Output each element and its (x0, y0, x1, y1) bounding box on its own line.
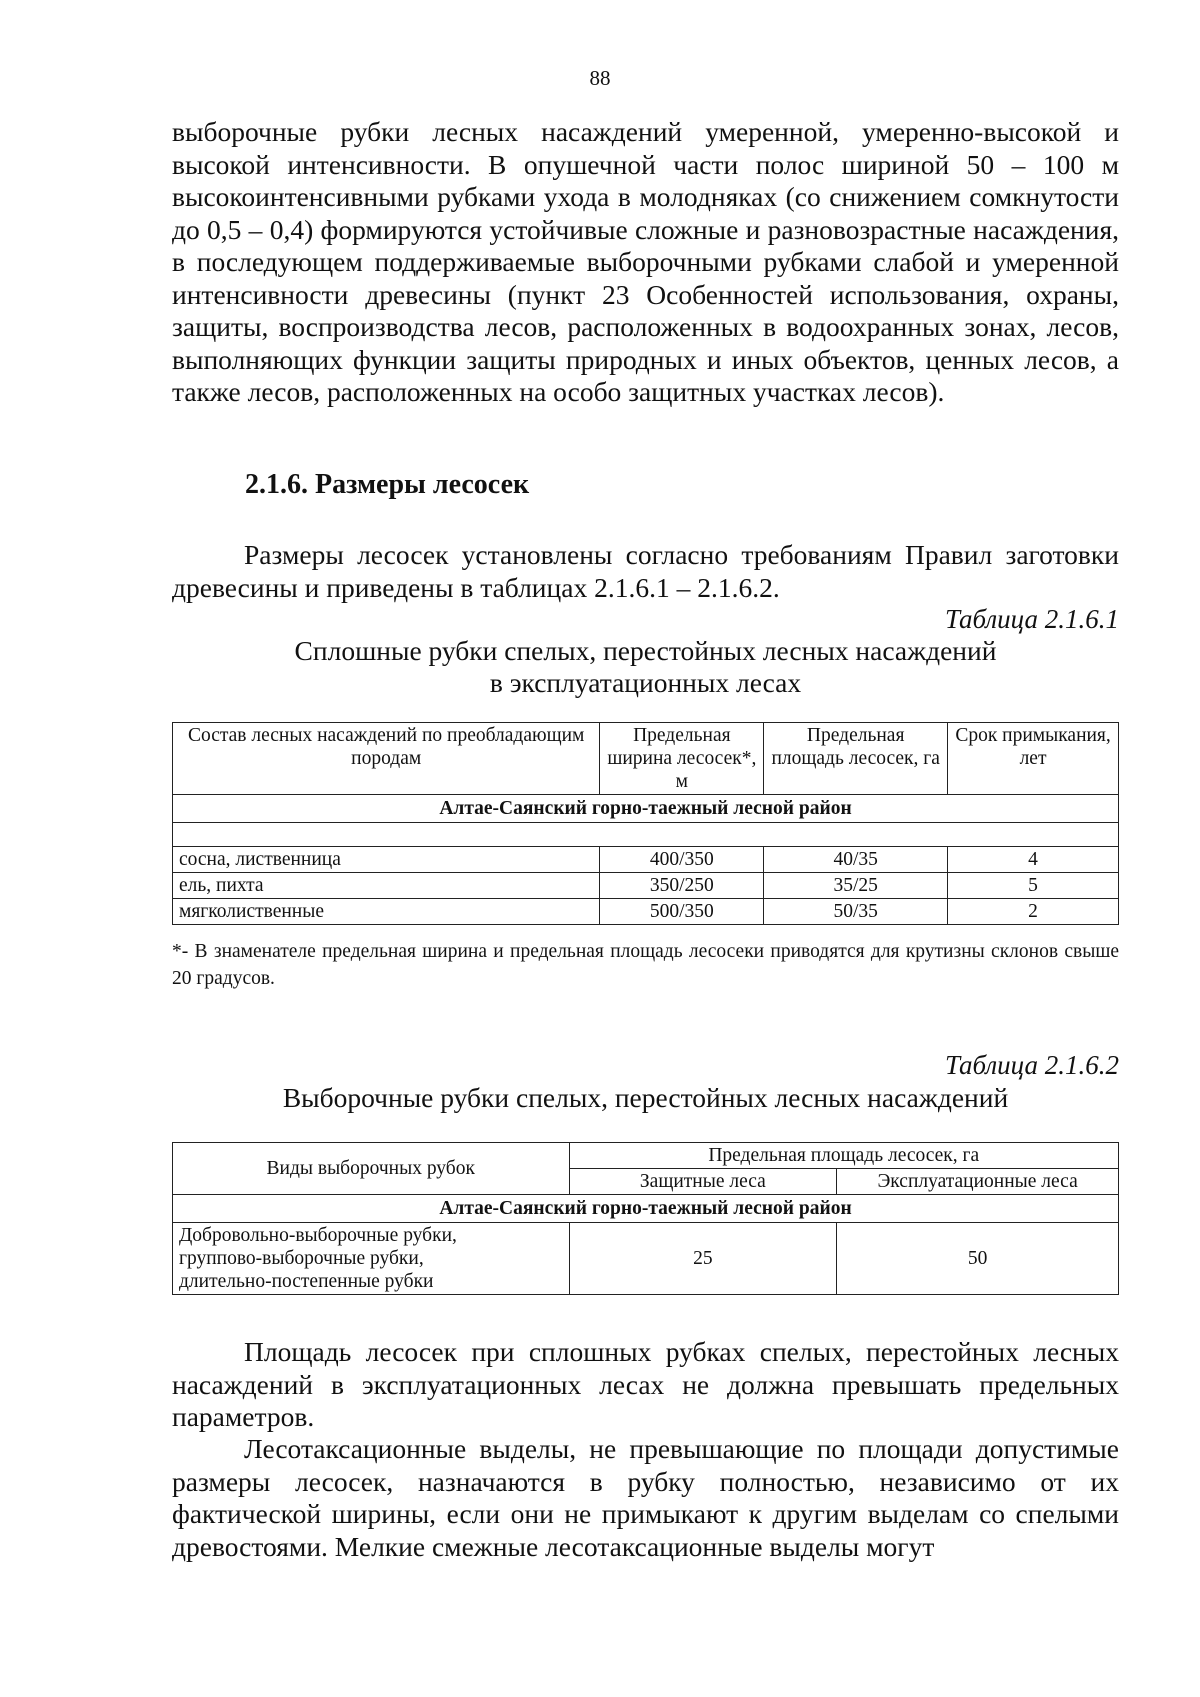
table2-row-label-line: Добровольно-выборочные рубки, (179, 1225, 457, 1246)
table2 (172, 1142, 1119, 1295)
table1-caption: Таблица 2.1.6.1 (944, 604, 1119, 634)
paragraph-bottom-1: Площадь лесосек при сплошных рубках спелых, перестойных лесных насаждений в эксплуатационных лесах не должна превышать предельных параметров. (172, 1336, 1119, 1432)
table1-header-row (173, 723, 1119, 795)
table2-header-kinds: Виды выборочных рубок (173, 1143, 570, 1195)
table-row (173, 873, 1119, 899)
page-number: 88 (589, 66, 611, 90)
table1-header-area: Предельная площадь лесосек, га (764, 723, 948, 795)
table1-cell: 5 (948, 873, 1119, 899)
paragraph-top: выборочные рубки лесных насаждений умеренной, умеренно-высокой и высокой интенсивности. В опушечной части полос шириной 50 – 100 м высокоинтенсивными рубками ухода в молодняках (со снижением сомкнутости до 0,5 – 0,4) формируются устойчивые сложные и разновозрастные насаждения, в последующем поддерживаемые выборочными рубками слабой и умеренной интенсивности древесины (пункт 23 Особенностей использования, охраны, защиты, воспроизводства лесов, расположенных в водоохранных зонах, лесов, выполняющих функции защиты природных и иных объектов, ценных лесов, а также лесов, расположенных на особо защитных участках лесов). (172, 116, 1119, 407)
table1-region: Алтае-Саянский горно-таежный лесной район (173, 795, 1119, 823)
table2-header-group: Предельная площадь лесосек, га (569, 1143, 1119, 1169)
table1-cell: ель, пихта (173, 873, 600, 899)
table1-cell: мягколиственные (173, 899, 600, 925)
table2-row-label-line: длительно-постепенные рубки (179, 1271, 434, 1292)
table1-cell: 400/350 (600, 847, 764, 873)
table2-header-protective: Защитные леса (569, 1169, 837, 1195)
table1-cell: 4 (948, 847, 1119, 873)
table2-region: Алтае-Саянский горно-таежный лесной район (173, 1195, 1119, 1223)
table2-cell-exploitation: 50 (837, 1223, 1119, 1295)
table2-cell-protective: 25 (569, 1223, 837, 1295)
table1-cell: 500/350 (600, 899, 764, 925)
table1-title-line2: в эксплуатационных лесах (489, 667, 802, 698)
table1-cell: 40/35 (764, 847, 948, 873)
table1-title-line1: Сплошные рубки спелых, перестойных лесных насаждений (294, 635, 997, 666)
paragraph-bottom-2: Лесотаксационные выделы, не превышающие по площади допустимые размеры лесосек, назначаются в рубку полностью, независимо от их фактической ширины, если они не примыкают к другим выделам со спелыми древостоями. Мелкие смежные лесотаксационные выделы могут (172, 1433, 1119, 1562)
table1-cell: 350/250 (600, 873, 764, 899)
table-row (173, 899, 1119, 925)
table1-cell: 2 (948, 899, 1119, 925)
table1-header-width: Предельная ширина лесосек*, м (600, 723, 764, 795)
table1-empty-row (173, 823, 1119, 847)
table1-cell: сосна, лиственница (173, 847, 600, 873)
table1 (172, 722, 1119, 925)
table2-row-label-line: группово-выборочные рубки, (179, 1248, 424, 1269)
section-heading: 2.1.6. Размеры лесосек (245, 469, 530, 500)
table2-caption: Таблица 2.1.6.2 (944, 1050, 1119, 1080)
table1-region-row (173, 795, 1119, 823)
table2-row-label (173, 1223, 570, 1295)
table2-title: Выборочные рубки спелых, перестойных лесных насаждений (282, 1082, 1009, 1113)
paragraph-intro: Размеры лесосек установлены согласно требованиям Правил заготовки древесины и приведены в таблицах 2.1.6.1 – 2.1.6.2. (172, 539, 1119, 603)
table1-cell: 35/25 (764, 873, 948, 899)
table2-header-row (173, 1143, 1119, 1169)
table2-region-row (173, 1195, 1119, 1223)
table2-header-exploitation: Эксплуатационные леса (837, 1169, 1119, 1195)
table1-title (172, 635, 1119, 699)
table1-cell: 50/35 (764, 899, 948, 925)
table1-header-term: Срок примыкания, лет (948, 723, 1119, 795)
table1-footnote: *- В знаменателе предельная ширина и предельная площадь лесосеки приводятся для крутизны склонов свыше 20 градусов. (172, 941, 1119, 989)
table1-header-composition: Состав лесных насаждений по преобладающим породам (173, 723, 600, 795)
table-row (173, 847, 1119, 873)
table1-empty-cell (173, 823, 1119, 847)
table-row (173, 1223, 1119, 1295)
